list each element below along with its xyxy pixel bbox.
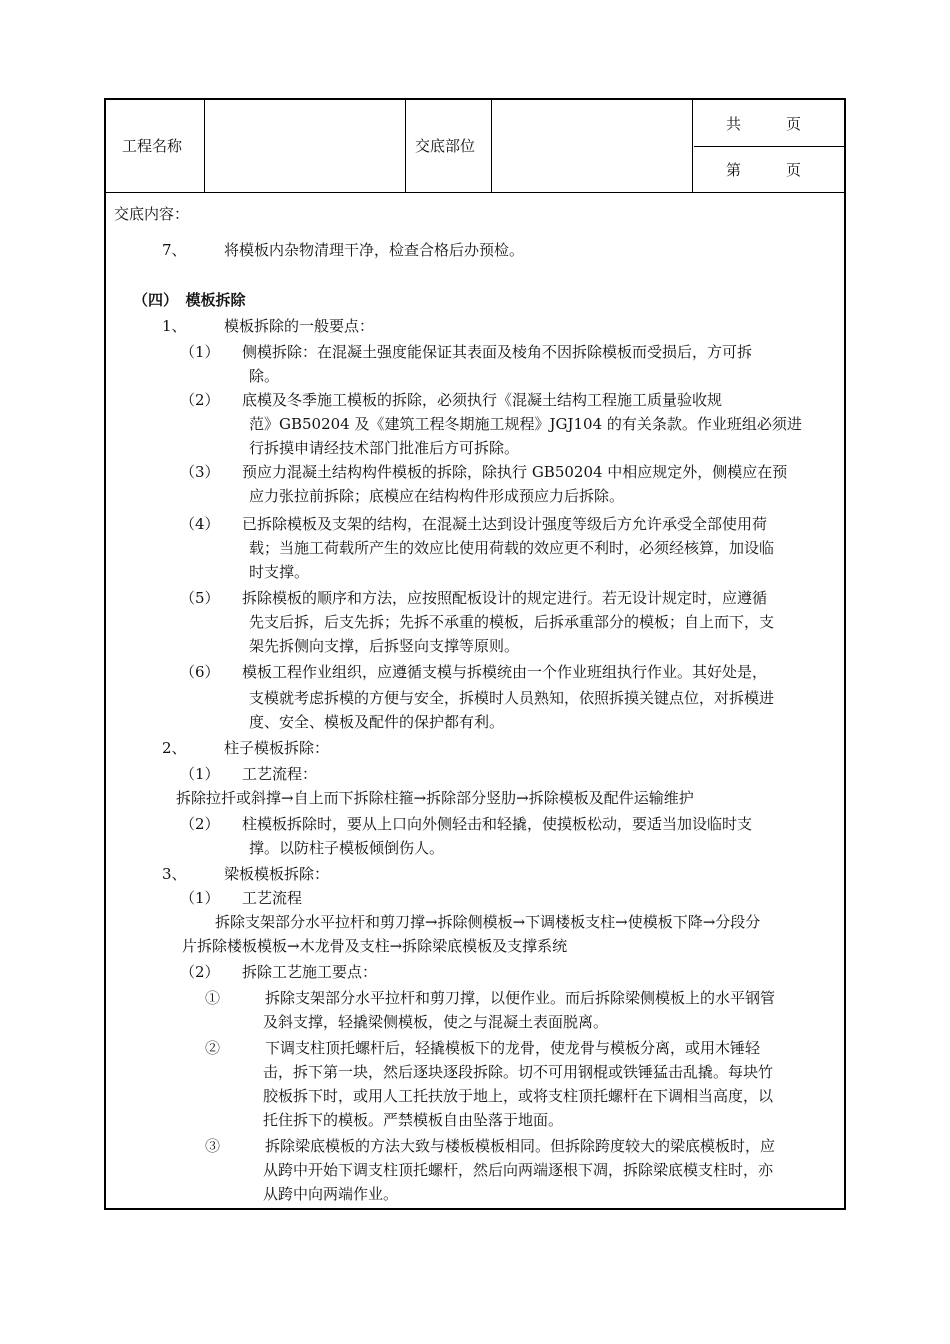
location-label: 交底部位 — [415, 137, 476, 155]
content-line: 7、 将模板内杂物清理干净，检查合格后办预检。 — [162, 241, 525, 259]
content-line: 托住拆下的模板。严禁模板自由坠落于地面。 — [263, 1111, 564, 1129]
content-line: （2） 拆除工艺施工要点： — [180, 963, 378, 981]
content-line: 从跨中向两端作业。 — [263, 1185, 399, 1203]
content-line: 击，拆下第一块，然后逐块逐段拆除。切不可用钢棍或铁锤猛击乱撬。每块竹 — [263, 1063, 774, 1081]
content-line: 时支撑。 — [249, 563, 310, 581]
content-line: 支模就考虑拆模的方便与安全，拆模时人员熟知，依照拆摸关键点位，对拆模进 — [249, 689, 775, 707]
divider — [491, 100, 492, 192]
content-line: ③ 拆除梁底模板的方法大致与楼板模板相同。但拆除跨度较大的梁底模板时，应 — [205, 1137, 776, 1155]
content-line: （4） 已拆除模板及支架的结构，在混凝土达到设计强度等级后方允许承受全部使用荷 — [180, 515, 768, 533]
content-line: （5） 拆除模板的顺序和方法，应按照配板设计的规定进行。若无设计规定时，应遵循 — [180, 589, 768, 607]
header-table — [106, 100, 844, 193]
content-line: 撑。以防柱子模板倾倒伤人。 — [249, 839, 445, 857]
content-line: 载；当施工荷载所产生的效应比使用荷载的效应更不利时，必须经核算，加设临 — [249, 539, 775, 557]
content-line: 架先拆侧向支撑，后拆竖向支撑等原则。 — [249, 637, 520, 655]
content-line: 片拆除楼板模板→木龙骨及支柱→拆除梁底模板及支撑系统 — [182, 937, 568, 955]
content-line: 范》GB50204 及《建筑工程冬期施工规程》JGJ104 的有关条款。作业班组必须进 — [249, 415, 802, 433]
content-line: （1） 侧模拆除：在混凝土强度能保证其表面及棱角不因拆除模板而受损后，方可拆 — [180, 343, 753, 361]
content-line: （3） 预应力混凝土结构构件模板的拆除，除执行 GB50204 中相应规定外，侧模应在预 — [180, 463, 788, 481]
section-heading: （四） 模板拆除 — [133, 291, 246, 309]
content-line: 拆除拉扦或斜撑→自上而下拆除柱箍→拆除部分竖肋→拆除模板及配件运输维护 — [176, 789, 694, 807]
project-name-label: 工程名称 — [122, 137, 183, 155]
content-line: 3、 梁板模板拆除： — [162, 865, 330, 883]
content-line: （1） 工艺流程： — [180, 765, 318, 783]
content-line: 胶板拆下时，或用人工托扶放于地上，或将支柱顶托螺杆在下调相当高度，以 — [263, 1087, 774, 1105]
divider — [692, 100, 693, 192]
content-line: 度、安全、模板及配件的保护都有利。 — [249, 713, 505, 731]
total-pages: 共 页 — [726, 115, 802, 133]
intro-label: 交底内容： — [114, 205, 190, 223]
content-line: 行拆摸申请经技术部门批准后方可拆除。 — [249, 439, 520, 457]
content-line: 及斜支撑，轻撬梁侧模板，使之与混凝土表面脱离。 — [263, 1013, 609, 1031]
page-number: 第 页 — [726, 161, 802, 179]
content-line: （2） 底模及冬季施工模板的拆除，必须执行《混凝土结构工程施工质量验收规 — [180, 391, 723, 409]
content-line: 先支后拆，后支先拆；先拆不承重的模板，后拆承重部分的模板；自上而下，支 — [249, 613, 775, 631]
divider — [405, 100, 406, 192]
content-line: ① 拆除支架部分水平拉杆和剪刀撑，以便作业。而后拆除梁侧模板上的水平钢管 — [205, 989, 776, 1007]
divider — [694, 146, 844, 147]
content-line: 1、 模板拆除的一般要点： — [162, 317, 375, 335]
content-line: 拆除支架部分水平拉杆和剪刀撑→拆除侧模板→下调楼板支柱→使模板下降→分段分 — [215, 913, 761, 931]
content-line: 从跨中开始下调支柱顶托螺杆，然后向两端逐根下凋，拆除梁底模支柱时，亦 — [263, 1161, 774, 1179]
content-line: （6） 模板工程作业组织，应遵循支模与拆模统由一个作业班组执行作业。其好处是， — [180, 663, 768, 681]
content-line: 除。 — [249, 367, 280, 385]
content-line: ② 下调支柱顶托螺杆后，轻撬模板下的龙骨，使龙骨与模板分离，或用木锤轻 — [205, 1039, 761, 1057]
content-line: 2、 柱子模板拆除： — [162, 739, 330, 757]
content-line: 应力张拉前拆除；底模应在结构构件形成预应力后拆除。 — [249, 487, 625, 505]
content-line: （1） 工艺流程 — [180, 889, 303, 907]
divider — [204, 100, 205, 192]
content-line: （2） 柱模板拆除时，要从上口向外侧轻击和轻撬，使摸板松动，要适当加设临时支 — [180, 815, 753, 833]
